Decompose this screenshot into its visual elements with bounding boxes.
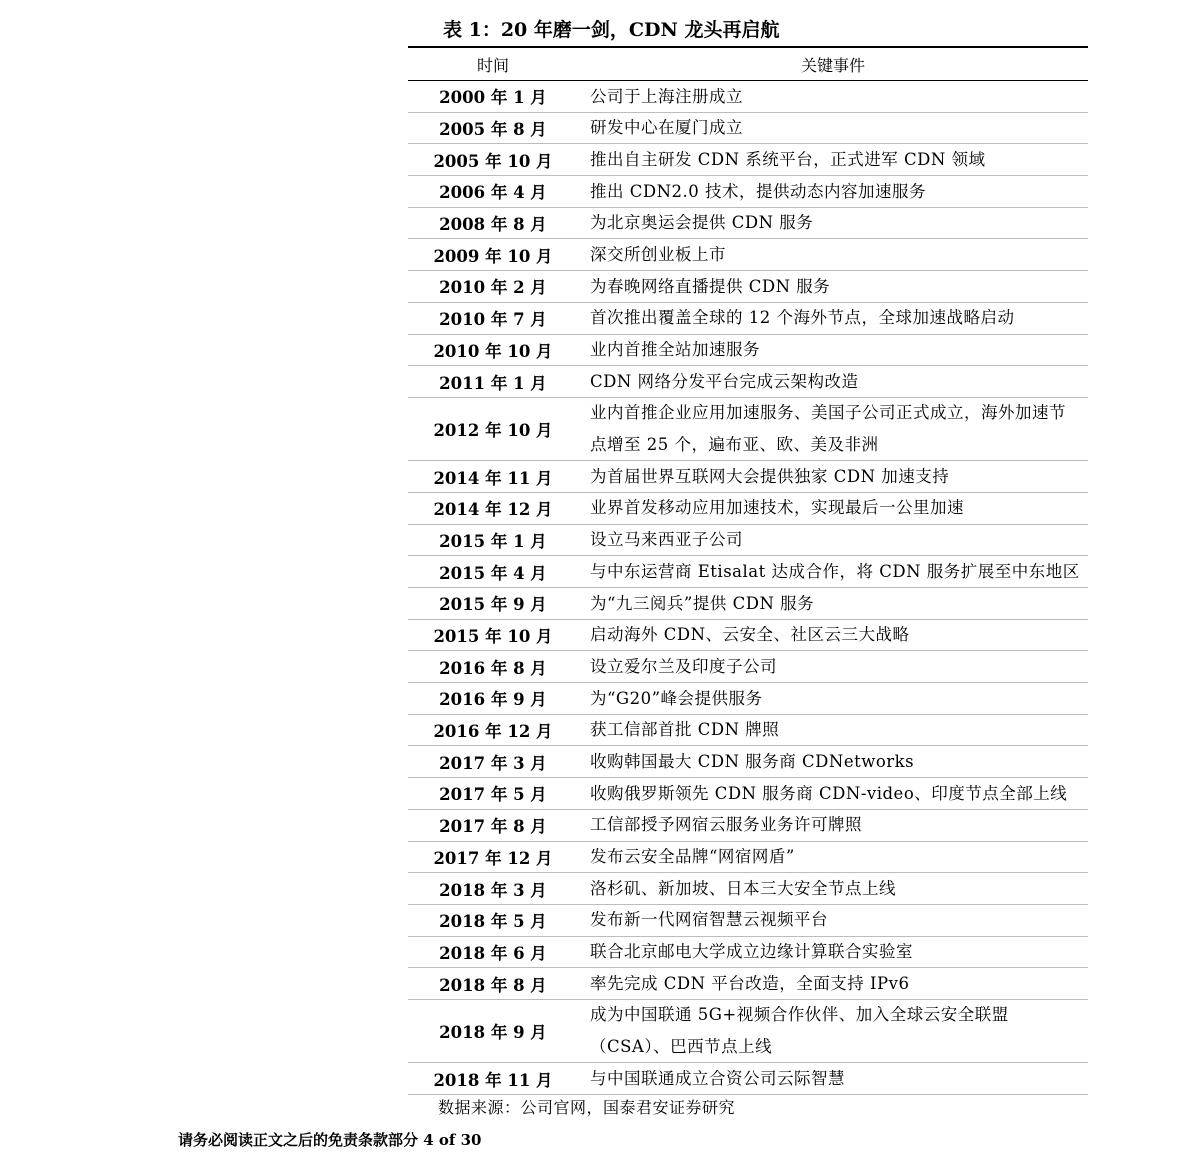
cell-event: 工信部授予网宿云服务业务许可牌照: [590, 815, 862, 835]
milestone-table: [408, 46, 1088, 1095]
table-header: [408, 48, 1088, 81]
table-row: [408, 398, 1088, 461]
table-row: [408, 1063, 1088, 1095]
table-row: [408, 335, 1088, 367]
cell-time: 2008 年 8 月: [439, 215, 547, 235]
cell-event: 为春晚网络直播提供 CDN 服务: [590, 276, 831, 296]
table-row: [408, 937, 1088, 969]
cell-time: 2016 年 8 月: [439, 658, 547, 678]
table-row: [408, 493, 1088, 525]
cell-event: 研发中心在厦门成立: [590, 118, 743, 138]
cell-event: 成为中国联通 5G+视频合作伙伴、加入全球云安全联盟（CSA）、巴西节点上线: [590, 1005, 1009, 1057]
cell-time: 2010 年 2 月: [439, 278, 547, 298]
cell-event: 为“G20”峰会提供服务: [590, 688, 763, 708]
cell-event: 业界首发移动应用加速技术，实现最后一公里加速: [590, 498, 964, 518]
table-body: [408, 81, 1088, 1095]
table-row: [408, 525, 1088, 557]
cell-event: 深交所创业板上市: [590, 244, 726, 264]
cell-event: 与中国联通成立合资公司云际智慧: [590, 1068, 845, 1088]
table-row: [408, 208, 1088, 240]
cell-event: 公司于上海注册成立: [590, 86, 743, 106]
cell-time: 2016 年 9 月: [439, 690, 547, 710]
table-title: 表 1：20 年磨一剑，CDN 龙头再启航: [443, 19, 780, 41]
cell-time: 2015 年 4 月: [439, 563, 547, 583]
cell-event: 启动海外 CDN、云安全、社区云三大战略: [590, 625, 910, 645]
table-row: [408, 588, 1088, 620]
cell-event: 收购俄罗斯领先 CDN 服务商 CDN-video、印度节点全部上线: [590, 783, 1068, 803]
table-row: [408, 778, 1088, 810]
cell-event: 洛杉矶、新加坡、日本三大安全节点上线: [590, 878, 896, 898]
cell-event: 为“九三阅兵”提供 CDN 服务: [590, 593, 815, 613]
cell-time: 2014 年 12 月: [433, 500, 553, 520]
cell-time: 2000 年 1 月: [439, 88, 547, 108]
page-footer: 请务必阅读正文之后的免责条款部分 4 of 30: [178, 1131, 482, 1149]
table-row: [408, 239, 1088, 271]
cell-event: 率先完成 CDN 平台改造，全面支持 IPv6: [590, 973, 910, 993]
cell-event: 与中东运营商 Etisalat 达成合作，将 CDN 服务扩展至中东地区: [590, 561, 1080, 581]
cell-time: 2017 年 8 月: [439, 817, 547, 837]
cell-time: 2012 年 10 月: [433, 421, 553, 441]
table-row: [408, 620, 1088, 652]
table-row: [408, 746, 1088, 778]
cell-event: 业内首推全站加速服务: [590, 340, 760, 359]
table-row: [408, 461, 1088, 493]
cell-time: 2014 年 11 月: [433, 468, 553, 488]
table-row: [408, 905, 1088, 937]
header-time: 时间: [476, 55, 509, 75]
cell-event: 联合北京邮电大学成立边缘计算联合实验室: [590, 942, 913, 962]
table-row: [408, 366, 1088, 398]
cell-time: 2018 年 11 月: [433, 1070, 553, 1090]
header-event: 关键事件: [800, 55, 865, 75]
table-row: [408, 715, 1088, 747]
cell-time: 2015 年 10 月: [433, 627, 553, 647]
cell-event: 发布云安全品牌“网宿网盾”: [590, 847, 795, 867]
cell-time: 2018 年 5 月: [439, 912, 547, 932]
cell-event: 收购韩国最大 CDN 服务商 CDNetworks: [590, 751, 915, 771]
cell-time: 2017 年 12 月: [433, 848, 553, 868]
cell-event: 发布新一代网宿智慧云视频平台: [590, 910, 828, 930]
cell-time: 2018 年 3 月: [439, 880, 547, 900]
table-row: [408, 81, 1088, 113]
cell-time: 2015 年 1 月: [439, 531, 547, 551]
table-row: [408, 176, 1088, 208]
table-row: [408, 873, 1088, 905]
cell-event: 首次推出覆盖全球的 12 个海外节点，全球加速战略启动: [590, 308, 1015, 328]
cell-event: 获工信部首批 CDN 牌照: [590, 720, 780, 740]
cell-event: 设立爱尔兰及印度子公司: [590, 656, 777, 676]
cell-time: 2017 年 5 月: [439, 785, 547, 805]
cell-time: 2018 年 8 月: [439, 975, 547, 995]
cell-time: 2015 年 9 月: [439, 595, 547, 615]
cell-event: CDN 网络分发平台完成云架构改造: [590, 371, 859, 391]
cell-time: 2006 年 4 月: [439, 183, 547, 203]
table-row: [408, 271, 1088, 303]
cell-time: 2005 年 10 月: [433, 151, 553, 171]
table-row: [408, 303, 1088, 335]
table-row: [408, 683, 1088, 715]
cell-event: 业内首推企业应用加速服务、美国子公司正式成立，海外加速节点增至 25 个，遍布亚、欧、美及非洲: [590, 403, 1066, 455]
table-row: [408, 842, 1088, 874]
cell-time: 2010 年 7 月: [439, 310, 547, 330]
cell-time: 2011 年 1 月: [439, 373, 547, 393]
table-row: [408, 1000, 1088, 1063]
table-row: [408, 651, 1088, 683]
table-row: [408, 968, 1088, 1000]
cell-time: 2010 年 10 月: [433, 341, 553, 361]
cell-event: 推出自主研发 CDN 系统平台，正式进军 CDN 领域: [590, 149, 986, 169]
cell-time: 2018 年 9 月: [439, 1023, 547, 1043]
table-row: [408, 810, 1088, 842]
cell-time: 2016 年 12 月: [433, 722, 553, 742]
cell-time: 2017 年 3 月: [439, 753, 547, 773]
cell-event: 推出 CDN2.0 技术，提供动态内容加速服务: [590, 181, 927, 201]
cell-event: 为首届世界互联网大会提供独家 CDN 加速支持: [590, 466, 950, 486]
cell-time: 2018 年 6 月: [439, 943, 547, 963]
table-row: [408, 556, 1088, 588]
table-row: [408, 113, 1088, 145]
cell-event: 为北京奥运会提供 CDN 服务: [590, 213, 814, 233]
cell-event: 设立马来西亚子公司: [590, 530, 743, 550]
table-row: [408, 144, 1088, 176]
data-source-note: 数据来源：公司官网，国泰君安证券研究: [438, 1098, 736, 1117]
cell-time: 2009 年 10 月: [433, 246, 553, 266]
cell-time: 2005 年 8 月: [439, 120, 547, 140]
